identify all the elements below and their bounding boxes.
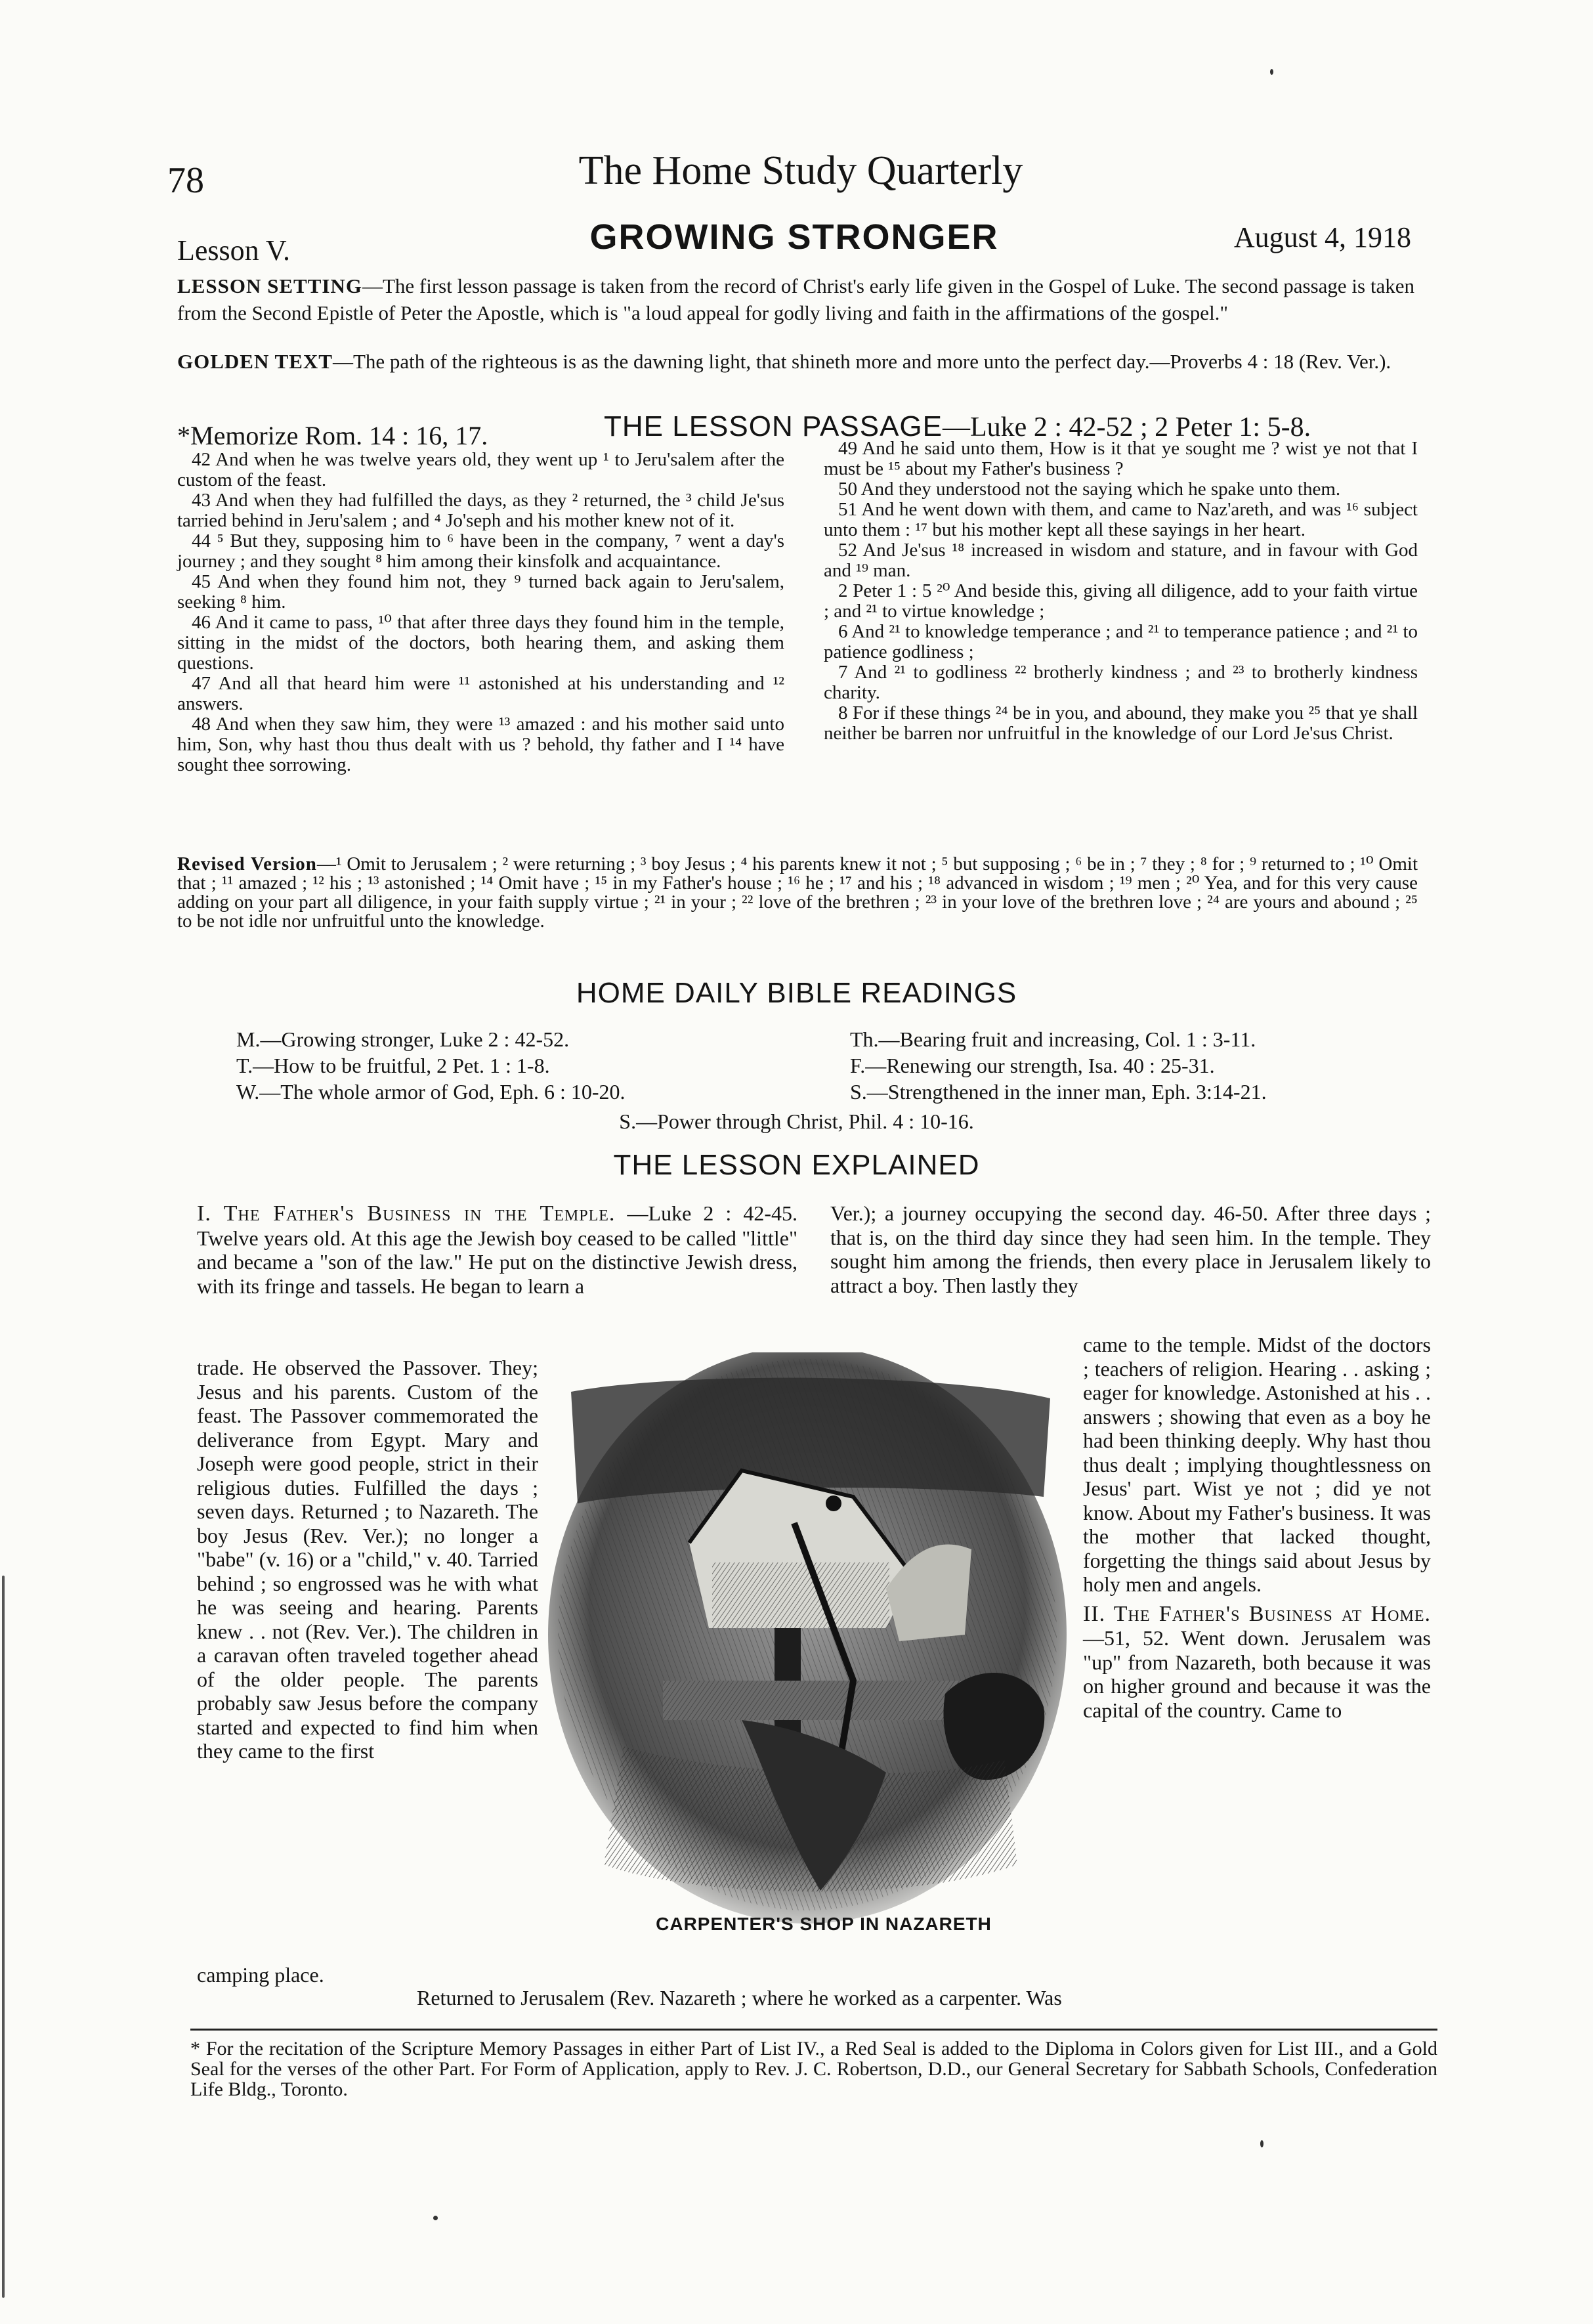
passage-left-column [177,450,784,775]
lesson-passage-title: THE LESSON PASSAGE [604,410,943,442]
section-one-continued: came to the temple. Midst of the doctors ; teachers of religion. Hearing . . asking ; eager for knowledge. Astonished at his . . answers ; showing that even as a boy he had been thinking deeply. Why hast thou thus dealt ; implying thoughtlessness on Jesus' part. Wist ye not ; did ye not know. About my Father's business. It was the mother that lacked thought, forgetting the things said about Jesus by holy men and angels. [1083,1333,1431,1596]
golden-text-label: GOLDEN TEXT [177,350,333,373]
reading-friday: F.—Renewing our strength, Isa. 40 : 25-31. [850,1054,1215,1077]
verse: 2 Peter 1 : 5 ²⁰ And beside this, giving all diligence, add to your faith virtue ; and ²¹ to virtue knowledge ; [824,580,1418,622]
reading-saturday: S.—Strengthened in the inner man, Eph. 3:14-21. [850,1080,1267,1104]
verse: 8 For if these things ²⁴ be in you, and abound, they make you ²⁵ that ye shall neither be barren nor unfruitful in the knowledge of our Lord Je'sus Christ. [824,702,1418,744]
lesson-setting-label: LESSON SETTING [177,274,362,297]
lesson-title: GROWING STRONGER [589,217,999,257]
running-head [167,148,1434,207]
explained-column-e: camping place. [197,1963,324,1987]
explained-column-d [1083,1333,1431,1722]
lesson-date: August 4, 1918 [1233,221,1411,253]
lesson-header [177,217,1411,269]
carpenter-shop-illustration [545,1352,1070,1943]
lesson-number: Lesson V. [177,234,290,267]
verse: 48 And when they saw him, they were ¹³ amazed : and his mother said unto him, Son, why hast thou thus dealt with us ? behold, thy father and I ¹⁴ have sought thee sorrowing. [177,714,784,775]
reading-monday: M.—Growing stronger, Luke 2 : 42-52. [236,1027,570,1051]
verse: 47 And all that heard him were ¹¹ astonished at his understanding and ¹² answers. [177,673,784,714]
footnote-rule [190,2029,1437,2031]
lesson-setting-text: —The first lesson passage is taken from the record of Christ's early life given in the Gospel of Luke. The second passage is taken from the Second Epistle of Peter the Apostle, which is "a loud appeal for godly living and faith in the affirmations of the gospel." [177,274,1415,324]
revised-version-label: Revised Version [177,853,317,874]
explained-column-b: trade. He observed the Passover. They; Jesus and his parents. Custom of the feast. The Passover commemorated the deliverance from Egypt. Mary and Joseph were good people, strict in their religious duties. Fulfilled the days ; seven days. Returned ; to Nazareth. The boy Jesus (Rev. Ver.); no longer a "babe" (v. 16) or a "child," v. 40. Tarried behind ; so engrossed was he with what he was seeing and hearing. Parents knew . . not (Rev. Ver.). The children in a caravan often traveled together ahead of the older people. The parents probably saw Jesus before the company started and expected to find him when they came to the first [197,1356,538,1763]
golden-text [177,351,1414,372]
section-one-intro: —Luke 2 : 42-45. Twelve years old. At this age the Jewish boy ceased to be called "little" and became a "son of the law." He put on the distinctive Jewish dress, with its fringe and tassels. He began to learn a [197,1201,798,1298]
section-one-title: I. The Father's Business in the Temple. [197,1201,616,1226]
lesson-passage-reference: —Luke 2 : 42-52 ; 2 Peter 1: 5-8. [943,412,1311,442]
reading-sunday: S.—Power through Christ, Phil. 4 : 10-16. [619,1109,974,1133]
verse: 45 And when they found him not, they ⁹ turned back again to Jeru'salem, seeking ⁸ him. [177,571,784,613]
section-two-title: II. The Father's Business at Home. [1083,1601,1431,1626]
golden-text-body: —The path of the righteous is as the dawning light, that shineth more and more unto the perfect day.—Proverbs 4 : 18 (Rev. Ver.). [332,350,1391,373]
revised-version-notes [177,855,1418,931]
daily-readings-heading: HOME DAILY BIBLE READINGS [576,977,1017,1009]
footnote: * For the recitation of the Scripture Memory Passages in either Part of List IV., a Red Seal is added to the Diploma in Colors given for List III., and a Gold Seal for the verses of the other Part. For Form of Application, apply to Rev. J. C. Robertson, D.D., our General Secretary for Sabbath Schools, Confederation Life Bldg., Toronto. [190,2038,1437,2100]
reading-tuesday: T.—How to be fruitful, 2 Pet. 1 : 1-8. [236,1054,550,1077]
print-speck [2,1576,5,2298]
print-speck [1270,69,1273,75]
verse: 51 And he went down with them, and came to Naz'areth, and was ¹⁶ subject unto them : ¹⁷ but his mother kept all these sayings in her heart. [824,499,1418,540]
explained-column-f: Returned to Jerusalem (Rev. Nazareth ; where he worked as a carpenter. Was [417,1986,1062,2010]
lesson-setting [177,272,1414,326]
verse: 50 And they understood not the saying which he spake unto them. [838,479,1341,500]
verse: 52 And Je'sus ¹⁸ increased in wisdom and stature, and in favour with God and ¹⁹ man. [824,540,1418,581]
verse: 44 ⁵ But they, supposing him to ⁶ have been in the company, ⁷ went a day's journey ; and they sought ⁸ him among their kinsfolk and acquaintance. [177,530,784,572]
verse: 7 And ²¹ to godliness ²² brotherly kindness ; and ²³ to brotherly kindness charity. [824,662,1418,703]
memorize-note: *Memorize Rom. 14 : 16, 17. [177,421,488,450]
print-speck [433,2216,438,2220]
illustration-caption: CARPENTER'S SHOP IN NAZARETH [656,1914,992,1934]
explained-column-a [197,1201,797,1298]
lesson-explained-heading: THE LESSON EXPLAINED [613,1149,980,1181]
verse: 49 And he said unto them, How is it that ye sought me ? wist ye not that I must be ¹⁵ about my Father's business ? [824,438,1418,479]
passage-right-column [824,439,1418,744]
verse: 46 And it came to pass, ¹⁰ that after three days they found him in the temple, sitting in the midst of the doctors, both hearing them, and asking them questions. [177,612,784,674]
revised-version-text: —¹ Omit to Jerusalem ; ² were returning ; ³ boy Jesus ; ⁴ his parents knew it not ; ⁵ but supposing ; ⁶ be in ; ⁷ they ; ⁸ for ; ⁹ returned to ; ¹⁰ Omit that ; ¹¹ amazed ; ¹² his ; ¹³ astonished ; ¹⁴ Omit have ; ¹⁵ in my Father's house ; ¹⁶ he ; ¹⁷ and his ; ¹⁸ advanced in wisdom ; ¹⁹ men ; ²⁰ Yea, and for this very cause adding on your part all diligence, in your faith supply virtue ; ²¹ in your ; ²² love of the brethren ; ²³ in your love of the brethren love ; ²⁴ are yours and abound ; ²⁵ to be not idle nor unfruitful unto the knowledge. [177,853,1418,932]
verse: 6 And ²¹ to knowledge temperance ; and ²¹ to temperance patience ; and ²¹ to patience godliness ; [824,621,1418,662]
section-two-text: —51, 52. Went down. Jerusalem was "up" from Nazareth, both because it was on higher ground and because it was the capital of the country. Came to [1083,1626,1431,1722]
verse: 42 And when he was twelve years old, they went up ¹ to Jeru'salem after the custom of the feast. [177,449,784,490]
reading-thursday: Th.—Bearing fruit and increasing, Col. 1 : 3-11. [850,1027,1256,1051]
explained-column-c: Ver.); a journey occupying the second day. 46-50. After three days ; that is, on the third day since they had seen him. In the temple. They sought him among the friends, then every place in Jerusalem likely to attract a boy. Then lastly they [830,1201,1431,1297]
reading-wednesday: W.—The whole armor of God, Eph. 6 : 10-20. [236,1080,626,1104]
publication-title: The Home Study Quarterly [578,148,1023,193]
print-speck [1260,2140,1264,2147]
page-number: 78 [167,160,204,201]
verse: 43 And when they had fulfilled the days, as they ² returned, the ³ child Je'sus tarried behind in Jeru'salem ; and ⁴ Jo'seph and his mother knew not of it. [177,490,784,531]
